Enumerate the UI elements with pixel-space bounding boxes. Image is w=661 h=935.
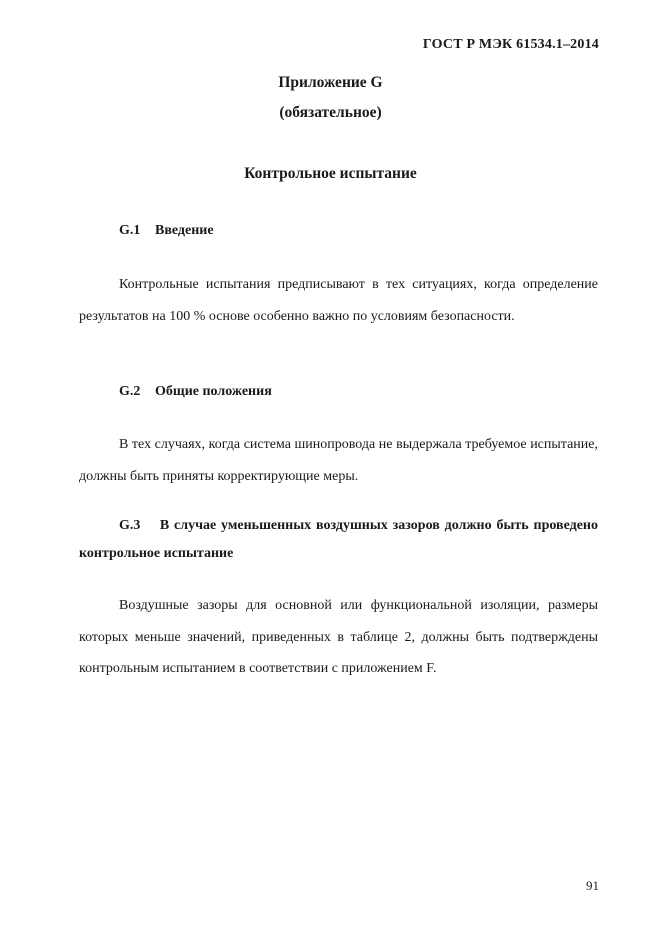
section-title: Введение <box>155 223 214 238</box>
annex-heading: Контрольное испытание <box>244 165 417 182</box>
section-number: G.2 <box>119 384 141 399</box>
section-title: Общие положения <box>155 384 272 399</box>
section-heading-g2 <box>119 384 272 400</box>
page-number: 91 <box>586 878 599 893</box>
annex-status: (обязательное) <box>279 104 382 121</box>
section-paragraph-g2: В тех случаях, когда система шинопровода не выдержала требуемое испытание, должны быть приняты корректирующие меры. <box>79 437 598 484</box>
standard-code: ГОСТ Р МЭК 61534.1–2014 <box>422 37 599 52</box>
section-heading-g1 <box>119 223 214 239</box>
section-paragraph-g1: Контрольные испытания предписывают в тех ситуациях, когда определение результатов на 100 % основе особенно важно по условиям безопасности. <box>79 277 598 324</box>
annex-title: Приложение G <box>278 74 383 91</box>
section-heading-g3 <box>79 512 598 568</box>
section-number: G.1 <box>119 223 141 238</box>
section-number: G.3 <box>119 518 141 533</box>
section-paragraph-g3: Воздушные зазоры для основной или функциональной изоляции, размеры которых меньше значений, приведенных в таблице 2, должны быть подтверждены контрольным испытанием в соответствии с приложением F. <box>79 598 598 676</box>
section-title: В случае уменьшенных воздушных зазоров должно быть проведено контрольное испытание <box>79 518 598 561</box>
